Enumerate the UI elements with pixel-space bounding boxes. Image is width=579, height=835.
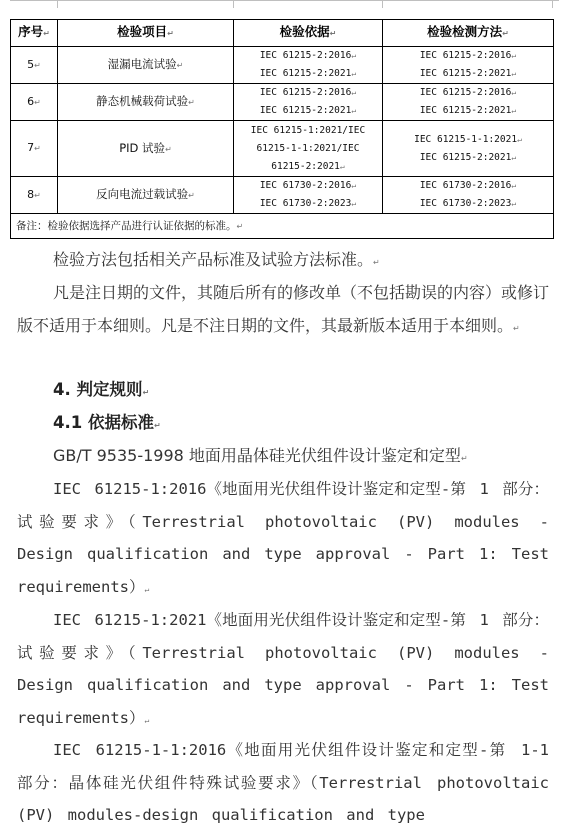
standard-gbt-9535: GB/T 9535-1998 地面用晶体硅光伏组件设计鉴定和定型↵ [53, 446, 468, 465]
standard-iec-61215-1-1-2016: IEC 61215-1-1:2016《地面用光伏组件设计鉴定和定型-第 1-1 部分：晶体硅光伏组件特殊试验要求》（Terrestrial photovoltaic (PV) modules-design qualification and type [17, 741, 549, 825]
row-item: 反向电流过载试验↵ [58, 177, 234, 214]
row-method: IEC 61215-1-1:2021↵ IEC 61215-2:2021↵ [383, 121, 554, 177]
paragraph-method-note: 检验方法包括相关产品标准及试验方法标准。↵ [53, 250, 380, 269]
row-no: 8↵ [11, 177, 58, 214]
row-basis: IEC 61730-2:2016↵ IEC 61730-2:2023↵ [234, 177, 383, 214]
paragraph-dated-docs: 凡是注日期的文件，其随后所有的修改单（不包括勘误的内容）或修订版不适用于本细则。凡是不注日期的文件，其最新版本适用于本细则。↵ [17, 283, 550, 335]
row-basis: IEC 61215-2:2016↵ IEC 61215-2:2021↵ [234, 47, 383, 84]
heading-basis-standards: 4.1 依据标准↵ [53, 413, 161, 432]
table-note: 备注：检验依据选择产品进行认证依据的标准。↵ [11, 214, 554, 239]
row-method: IEC 61215-2:2016↵ IEC 61215-2:2021↵ [383, 47, 554, 84]
row-item: 湿漏电流试验↵ [58, 47, 234, 84]
row-method: IEC 61215-2:2016↵ IEC 61215-2:2021↵ [383, 84, 554, 121]
row-basis: IEC 61215-2:2016↵ IEC 61215-2:2021↵ [234, 84, 383, 121]
row-method: IEC 61730-2:2016↵ IEC 61730-2:2023↵ [383, 177, 554, 214]
row-item: 静态机械载荷试验↵ [58, 84, 234, 121]
table-row [11, 177, 554, 214]
header-basis: 检验依据↵ [234, 20, 383, 47]
table-row [11, 121, 554, 177]
row-item: PID 试验↵ [58, 121, 234, 177]
column-tick [57, 0, 58, 8]
header-no: 序号↵ [11, 20, 58, 47]
table-row [11, 47, 554, 84]
row-no: 7↵ [11, 121, 58, 177]
column-tick [552, 0, 553, 8]
heading-judgement-rules: 4. 判定规则↵ [53, 380, 150, 399]
header-method: 检验检测方法↵ [383, 20, 554, 47]
row-no: 6↵ [11, 84, 58, 121]
table-header-row [11, 20, 554, 47]
standard-iec-61215-1-2016: IEC 61215-1:2016《地面用光伏组件设计鉴定和定型-第 1 部分：试验要求》（Terrestrial photovoltaic (PV) modules - Design qualification and type approval - Part 1: Test requirements）↵ [17, 480, 549, 596]
inspection-table [10, 19, 554, 239]
row-no: 5↵ [11, 47, 58, 84]
table-note-row [11, 214, 554, 239]
column-tick [382, 0, 383, 8]
header-item: 检验项目↵ [58, 20, 234, 47]
column-tick [233, 0, 234, 8]
standard-iec-61215-1-2021: IEC 61215-1:2021《地面用光伏组件设计鉴定和定型-第 1 部分：试验要求》（Terrestrial photovoltaic (PV) modules - Design qualification and type approval - Part 1: Test requirements）↵ [17, 611, 549, 727]
table-row [11, 84, 554, 121]
row-basis: IEC 61215-1:2021/IEC 61215-1-1:2021/IEC 61215-2:2021↵ [234, 121, 383, 177]
page-top-rule [10, 0, 559, 1]
